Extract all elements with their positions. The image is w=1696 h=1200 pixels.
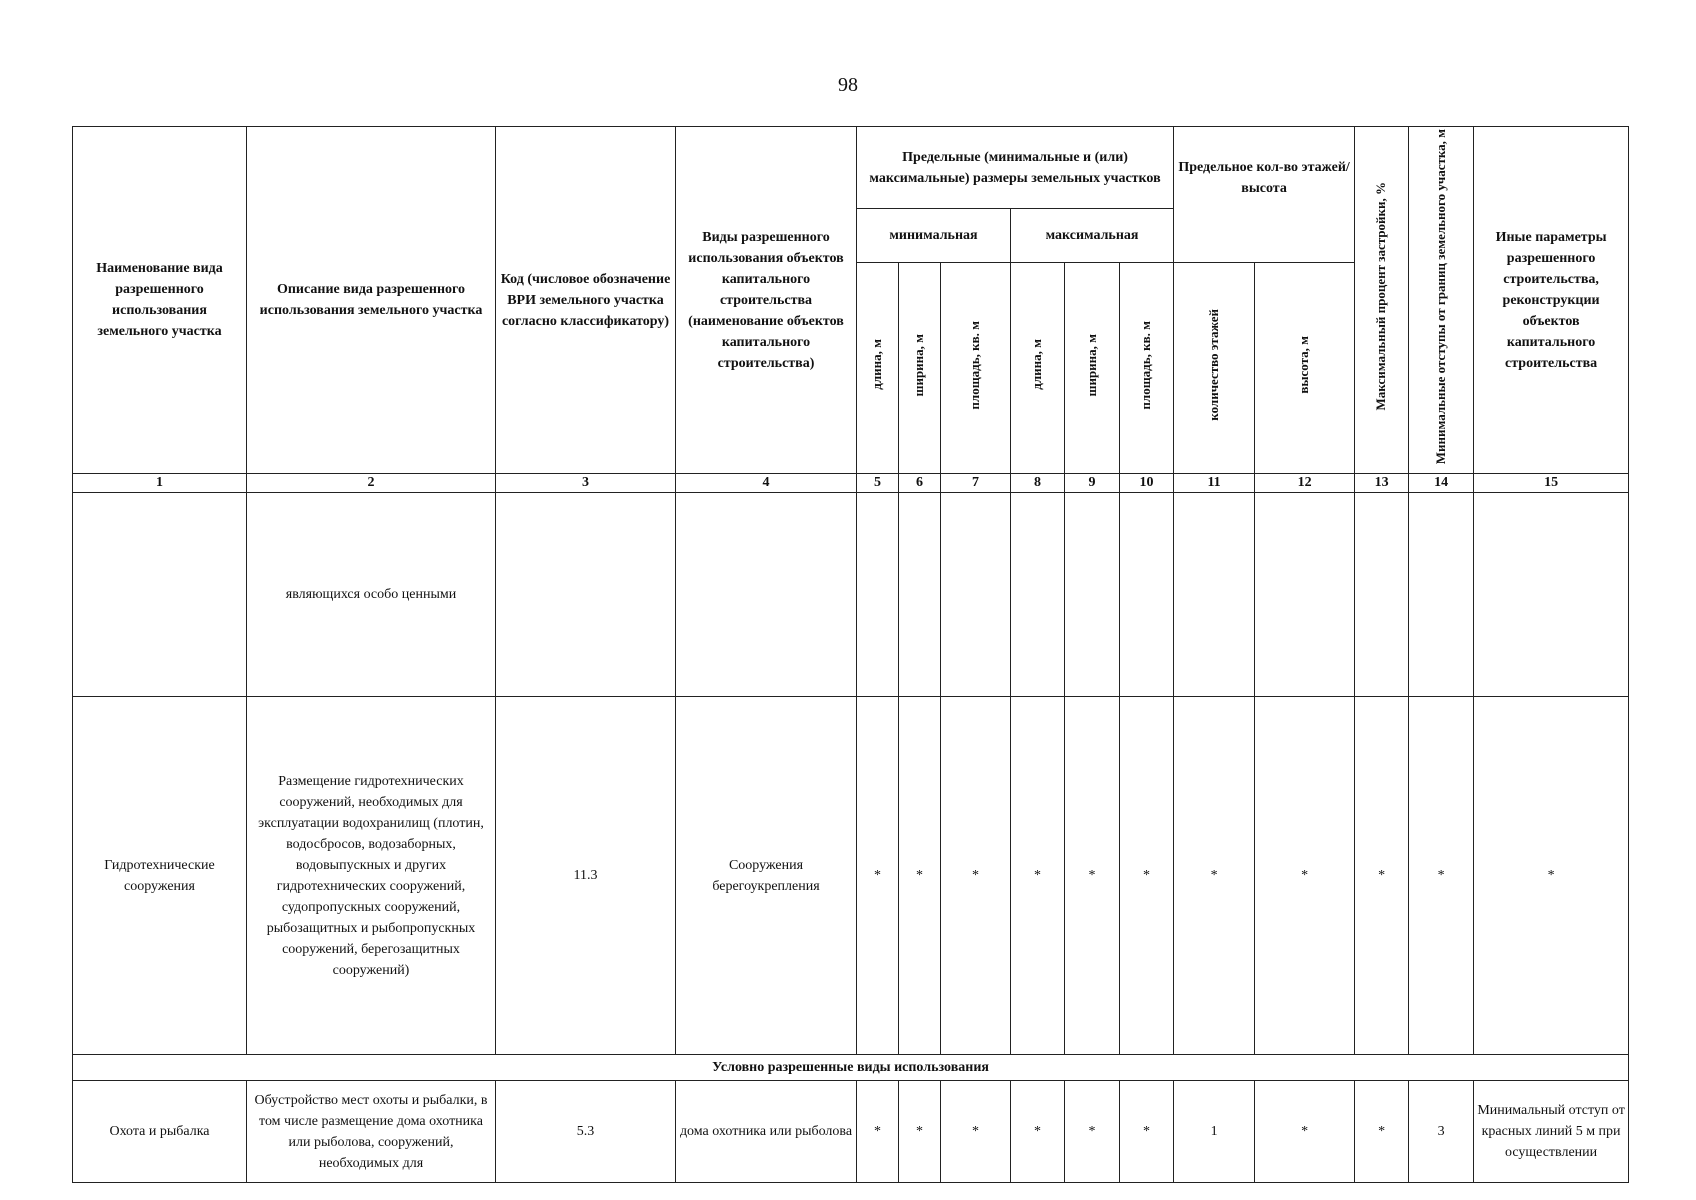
cell-value xyxy=(1409,493,1474,697)
cell-setback: 3 xyxy=(1409,1081,1474,1183)
table-row-hunting xyxy=(73,1081,1629,1183)
column-number: 15 xyxy=(1474,474,1629,493)
cell-value xyxy=(1355,493,1409,697)
header-name: Наименование вида разрешенного использования земельного участка xyxy=(73,127,247,474)
cell-max-area: * xyxy=(1120,697,1174,1055)
cell-description: являющихся особо ценными xyxy=(247,493,496,697)
header-min-width: ширина, м xyxy=(899,263,941,474)
column-number-row xyxy=(73,474,1629,493)
cell-value xyxy=(1255,493,1355,697)
cell-description: Размещение гидротехнических сооружений, необходимых для эксплуатации водохранилищ (плотин, водосбросов, водозаборных, водовыпускных и других гидротехнических сооружений, судопропускных сооружений, рыбозащитных и рыбопропускных сооружений, берегозащитных сооружений) xyxy=(247,697,496,1055)
cell-value xyxy=(857,493,899,697)
cell-other-params: * xyxy=(1474,697,1629,1055)
cell-name: Гидротехнические сооружения xyxy=(73,697,247,1055)
header-floor-count: количество этажей xyxy=(1174,263,1255,474)
cell-capital-objects: Сооружения берегоукрепления xyxy=(676,697,857,1055)
cell-description: Обустройство мест охоты и рыбалки, в том числе размещение дома охотника или рыболова, сооружений, необходимых для xyxy=(247,1081,496,1183)
column-number: 2 xyxy=(247,474,496,493)
column-number: 4 xyxy=(676,474,857,493)
cell-floor-count: 1 xyxy=(1174,1081,1255,1183)
cell-name xyxy=(73,493,247,697)
column-number: 13 xyxy=(1355,474,1409,493)
cell-other-params: Минимальный отступ от красных линий 5 м при осуществлении xyxy=(1474,1081,1629,1183)
column-number: 1 xyxy=(73,474,247,493)
cell-min-length: * xyxy=(857,697,899,1055)
header-plot-sizes: Предельные (минимальные и (или) максимальные) размеры земельных участков xyxy=(857,127,1174,209)
cell-max-length: * xyxy=(1011,1081,1065,1183)
cell-build-percent: * xyxy=(1355,697,1409,1055)
cell-min-area: * xyxy=(941,1081,1011,1183)
cell-capital-objects xyxy=(676,493,857,697)
header-max-width: ширина, м xyxy=(1065,263,1120,474)
column-number: 11 xyxy=(1174,474,1255,493)
cell-value xyxy=(1474,493,1629,697)
column-number: 6 xyxy=(899,474,941,493)
header-row-1 xyxy=(73,127,1629,209)
cell-max-width: * xyxy=(1065,697,1120,1055)
cell-min-area: * xyxy=(941,697,1011,1055)
column-number: 5 xyxy=(857,474,899,493)
section-row xyxy=(73,1055,1629,1081)
cell-min-width: * xyxy=(899,697,941,1055)
header-max-build-percent: Максимальный процент застройки, % xyxy=(1355,127,1409,474)
column-number: 9 xyxy=(1065,474,1120,493)
header-max-area: площадь, кв. м xyxy=(1120,263,1174,474)
table-row-hydro xyxy=(73,697,1629,1055)
cell-value xyxy=(1065,493,1120,697)
cell-code: 5.3 xyxy=(496,1081,676,1183)
header-description: Описание вида разрешенного использования земельного участка xyxy=(247,127,496,474)
cell-capital-objects: дома охотника или рыболова xyxy=(676,1081,857,1183)
column-number: 7 xyxy=(941,474,1011,493)
cell-max-length: * xyxy=(1011,697,1065,1055)
cell-height: * xyxy=(1255,697,1355,1055)
cell-height: * xyxy=(1255,1081,1355,1183)
column-number: 12 xyxy=(1255,474,1355,493)
cell-min-length: * xyxy=(857,1081,899,1183)
header-min-length: длина, м xyxy=(857,263,899,474)
table-row-continuation xyxy=(73,493,1629,697)
cell-value xyxy=(1174,493,1255,697)
cell-code xyxy=(496,493,676,697)
header-code: Код (числовое обозначение ВРИ земельного участка согласно классификатору) xyxy=(496,127,676,474)
header-capital-objects: Виды разрешенного использования объектов капитального строительства (наименование объектов капитального строительства) xyxy=(676,127,857,474)
cell-name: Охота и рыбалка xyxy=(73,1081,247,1183)
cell-setback: * xyxy=(1409,697,1474,1055)
page-number: 98 xyxy=(838,74,858,96)
header-max-length: длина, м xyxy=(1011,263,1065,474)
cell-value xyxy=(1011,493,1065,697)
header-min-setbacks: Минимальные отступы от границ земельного участка, м xyxy=(1409,127,1474,474)
header-other-params: Иные параметры разрешенного строительства, реконструкции объектов капитального строительства xyxy=(1474,127,1629,474)
header-max: максимальная xyxy=(1011,209,1174,263)
zoning-table xyxy=(72,126,1629,1183)
cell-max-width: * xyxy=(1065,1081,1120,1183)
column-number: 14 xyxy=(1409,474,1474,493)
cell-floor-count: * xyxy=(1174,697,1255,1055)
section-title: Условно разрешенные виды использования xyxy=(73,1055,1629,1081)
header-height: высота, м xyxy=(1255,263,1355,474)
header-floors-group: Предельное кол-во этажей/высота xyxy=(1174,127,1355,263)
header-min-area: площадь, кв. м xyxy=(941,263,1011,474)
cell-value xyxy=(899,493,941,697)
cell-min-width: * xyxy=(899,1081,941,1183)
column-number: 8 xyxy=(1011,474,1065,493)
cell-build-percent: * xyxy=(1355,1081,1409,1183)
cell-code: 11.3 xyxy=(496,697,676,1055)
column-number: 3 xyxy=(496,474,676,493)
header-min: минимальная xyxy=(857,209,1011,263)
cell-max-area: * xyxy=(1120,1081,1174,1183)
column-number: 10 xyxy=(1120,474,1174,493)
cell-value xyxy=(1120,493,1174,697)
cell-value xyxy=(941,493,1011,697)
